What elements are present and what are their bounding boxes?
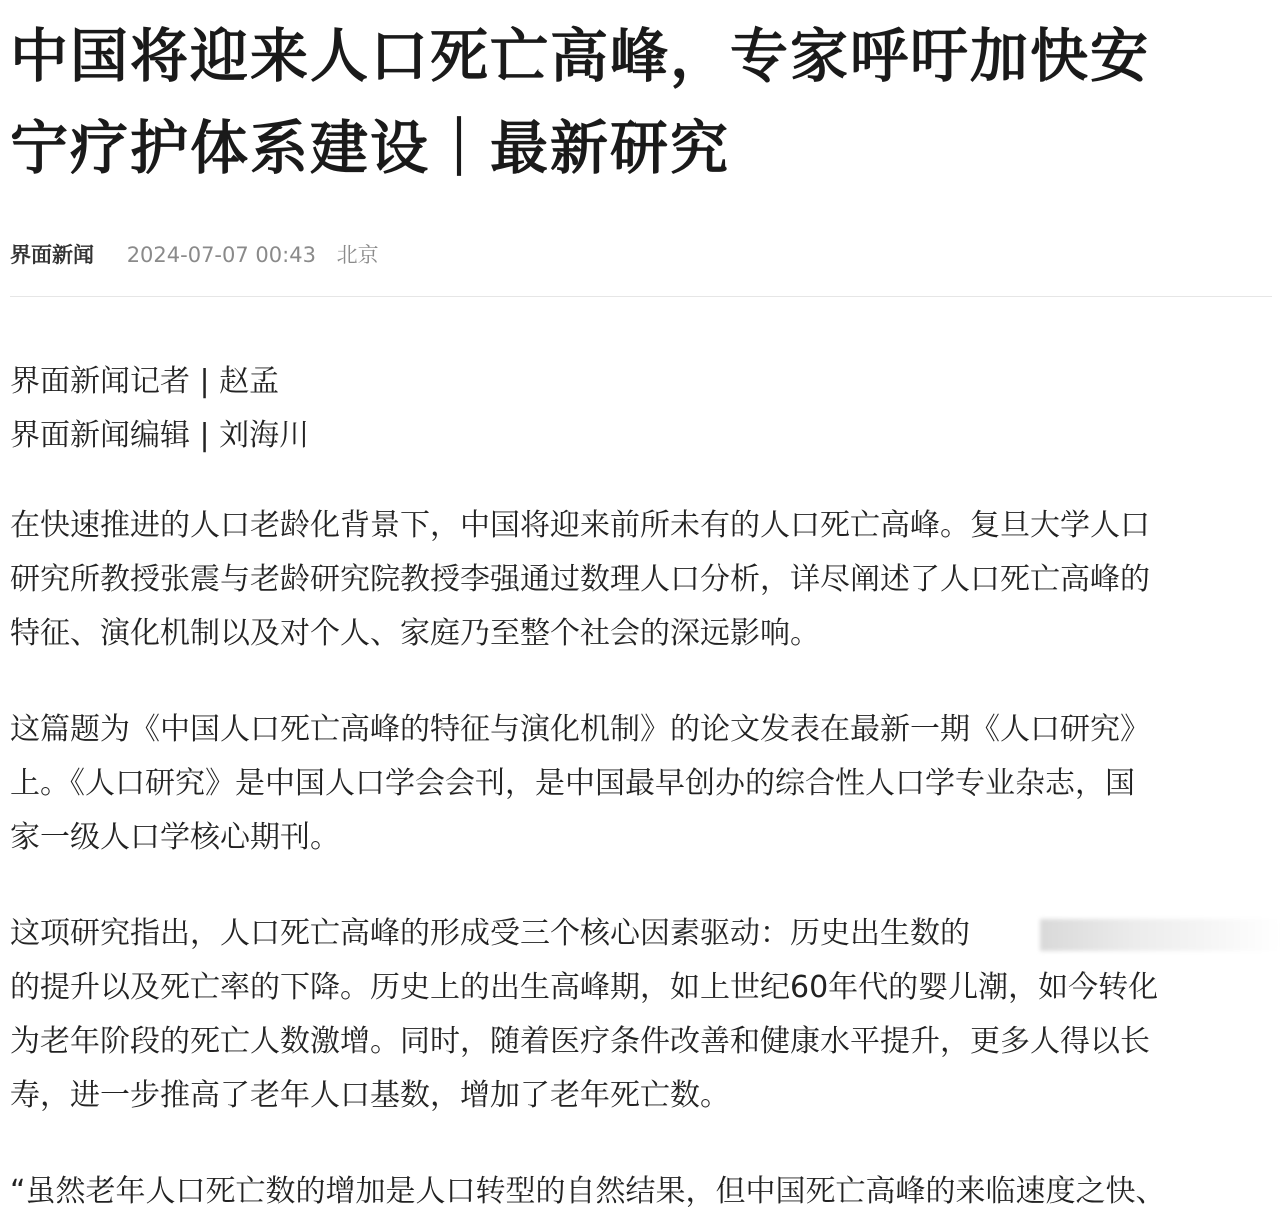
source-name[interactable]: 界面新闻 bbox=[10, 243, 94, 267]
title-line: 中国将迎来人口死亡高峰，专家呼吁加快安 bbox=[10, 22, 1151, 90]
paragraph bbox=[10, 499, 1272, 661]
paragraph bbox=[10, 1165, 1272, 1219]
paragraph-line: 这项研究指出，人口死亡高峰的形成受三个核心因素驱动：历史出生数的 bbox=[10, 916, 970, 951]
paragraph-line: 为老年阶段的死亡人数激增。同时，随着医疗条件改善和健康水平提升，更多人得以长 bbox=[10, 1024, 1150, 1059]
editor-credit: 界面新闻编辑 | 刘海川 bbox=[10, 418, 310, 453]
paragraph-line: 寿，进一步推高了老年人口基数，增加了老年死亡数。 bbox=[10, 1078, 730, 1113]
article-credits bbox=[10, 355, 1272, 463]
paragraph-line: 研究所教授张震与老龄研究院教授李强通过数理人口分析，详尽阐述了人口死亡高峰的 bbox=[10, 562, 1150, 597]
paragraph-line: “虽然老年人口死亡数的增加是人口转型的自然结果，但中国死亡高峰的来临速度之快、 bbox=[10, 1174, 1166, 1209]
paragraph-line: 的提升以及死亡率的下降。历史上的出生高峰期，如上世纪60年代的婴儿潮，如今转化 bbox=[10, 970, 1159, 1005]
blurred-text-overlay bbox=[1040, 919, 1280, 951]
paragraph bbox=[10, 703, 1272, 865]
paragraph bbox=[10, 907, 1272, 1123]
title-line: 宁疗护体系建设｜最新研究 bbox=[10, 114, 731, 182]
article bbox=[10, 0, 1272, 1219]
paragraph-line: 上。《人口研究》是中国人口学会会刊，是中国最早创办的综合性人口学专业杂志，国 bbox=[10, 766, 1135, 801]
divider bbox=[10, 296, 1272, 297]
article-title bbox=[10, 0, 1272, 194]
paragraph-line: 在快速推进的人口老龄化背景下，中国将迎来前所未有的人口死亡高峰。复旦大学人口 bbox=[10, 508, 1150, 543]
paragraph-line: 特征、演化机制以及对个人、家庭乃至整个社会的深远影响。 bbox=[10, 616, 820, 651]
reporter-credit: 界面新闻记者 | 赵孟 bbox=[10, 364, 280, 399]
paragraph-line: 这篇题为《中国人口死亡高峰的特征与演化机制》的论文发表在最新一期《人口研究》 bbox=[10, 712, 1150, 747]
article-meta bbox=[10, 240, 1272, 270]
publish-datetime: 2024-07-07 00:43 bbox=[126, 243, 316, 267]
paragraph-line: 家一级人口学核心期刊。 bbox=[10, 820, 340, 855]
publish-location: 北京 bbox=[336, 243, 379, 267]
